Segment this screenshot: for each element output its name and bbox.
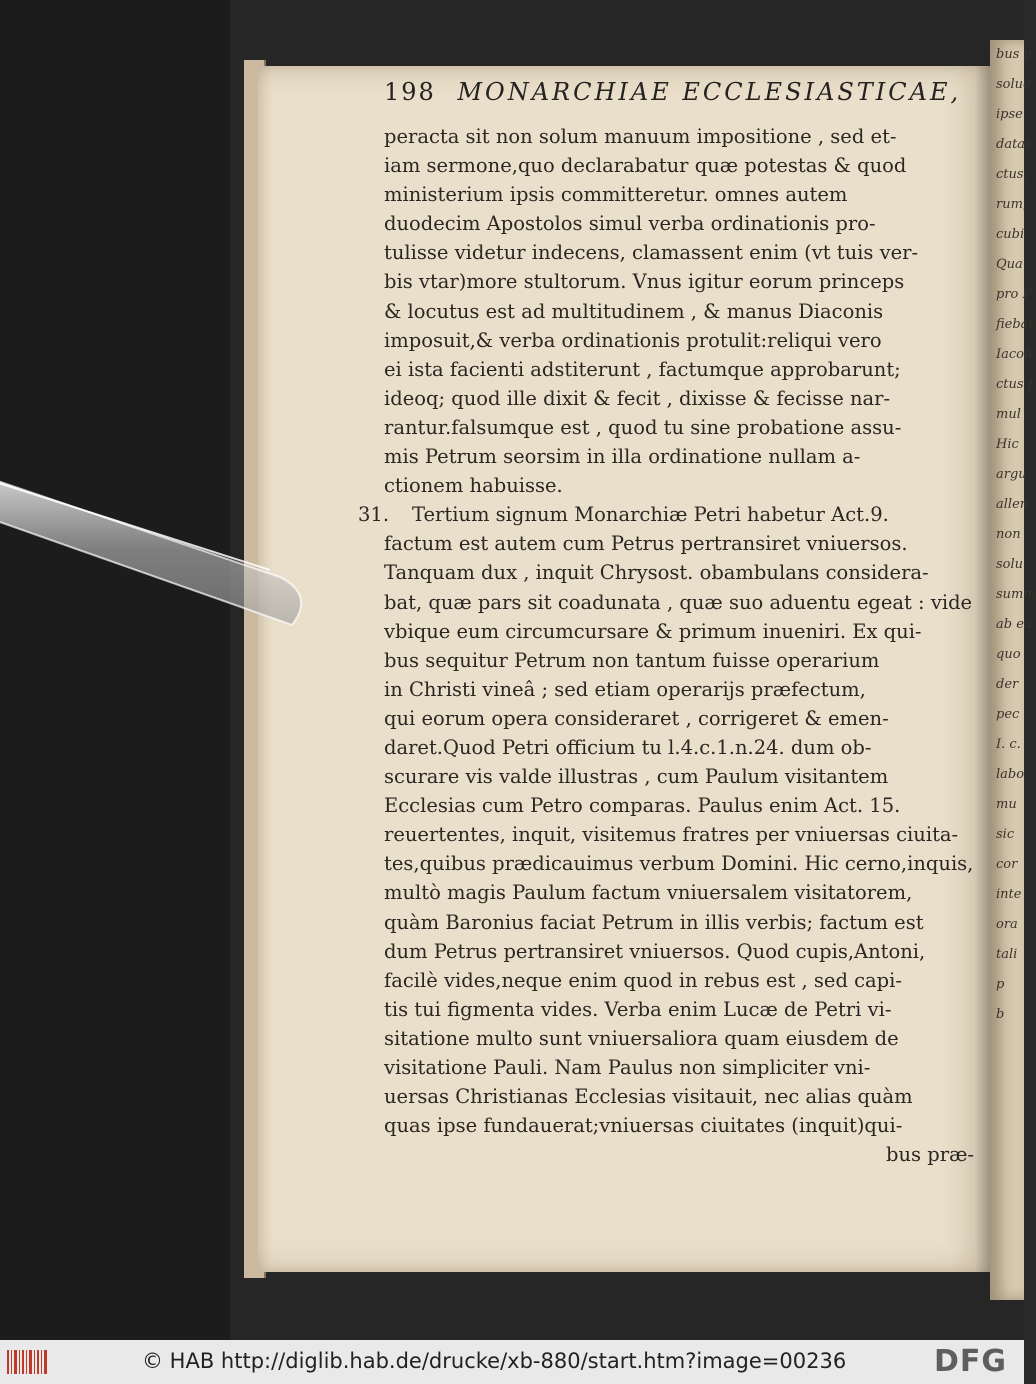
facing-page-fragment: solue [996, 77, 1031, 92]
text-line: ministerium ipsis committeretur. omnes autem [384, 183, 848, 207]
text-line: bis vtar)more stultorum. Vnus igitur eorum princeps [384, 270, 905, 294]
facing-page-fragment: Hic [996, 437, 1019, 452]
dfg-logo: DFG [934, 1344, 1008, 1379]
facing-page-fragment: pec [996, 707, 1020, 722]
facing-page-fragment: ctus f [996, 377, 1033, 392]
text-line: dum Petrus pertransiret vniuersos. Quod cupis,Antoni, [384, 939, 926, 963]
page-text [358, 122, 994, 1169]
facing-page-fragment: ipse [996, 107, 1023, 122]
running-title: MONARCHIAE ECCLESIASTICAE, [457, 78, 962, 106]
facing-page-fragment: cor [996, 857, 1018, 872]
facing-page-fragment: mu [996, 797, 1017, 812]
text-line: mis Petrum seorsim in illa ordinatione nullam a- [384, 445, 861, 469]
text-line: daret.Quod Petri officium tu l.4.c.1.n.24. dum ob- [384, 735, 872, 759]
facing-page-fragment: sic [996, 827, 1015, 842]
section-31-first-line [358, 500, 994, 529]
text-line: tes,quibus prædicauimus verbum Domini. Hic cerno,inquis, [384, 852, 974, 876]
text-line: ei ista facienti adstiterunt , factumque approbarunt; [384, 357, 901, 381]
text-line: Tertium signum Monarchiæ Petri habetur Act.9. [412, 503, 889, 527]
facing-page-fragment: quo [996, 647, 1021, 662]
text-line: quas ipse fundauerat;vniuersas ciuitates (inquit)qui- [384, 1114, 903, 1138]
text-line: factum est autem cum Petrus pertransiret vniuersos. [384, 532, 908, 556]
facing-page-fragment: cubi [996, 227, 1025, 242]
text-line: tis tui figmenta vides. Verba enim Lucæ de Petri vi- [384, 997, 892, 1021]
facing-page-fragment: der [996, 677, 1019, 692]
facing-page-fragment: p [996, 977, 1005, 992]
page-number: 198 [384, 78, 436, 106]
facing-page-fragment: argu [996, 467, 1027, 482]
text-line: in Christi vineâ ; sed etiam operarijs præfectum, [384, 677, 866, 701]
facing-page-fragment: Iacob [996, 347, 1033, 362]
text-line: Tanquam dux , inquit Chrysost. obambulans considera- [384, 561, 929, 585]
text-line: reuertentes, inquit, visitemus fratres per vniuersas ciuita- [384, 823, 959, 847]
footer-bar [0, 1340, 1024, 1384]
facing-page-fragment: inte [996, 887, 1022, 902]
text-line: ctionem habuisse. [384, 474, 563, 498]
facing-page-edge [990, 40, 1036, 1300]
text-line: uersas Christianas Ecclesias visitauit, nec alias quàm [384, 1085, 913, 1109]
copyright-link[interactable]: © HAB http://diglib.hab.de/drucke/xb-880/start.htm?image=00236 [142, 1349, 847, 1373]
catchword: bus præ- [886, 1143, 974, 1167]
text-line: imposuit,& verba ordinationis protulit:reliqui vero [384, 328, 882, 352]
facing-page-fragment: allen [996, 497, 1029, 512]
facing-page-fragment: non [996, 527, 1021, 542]
facing-page-fragment: bus p [996, 47, 1032, 62]
section-number: 31. [358, 503, 390, 527]
facing-page-fragment: b [996, 1007, 1005, 1022]
facing-page-fragment: datas [996, 137, 1032, 152]
text-line: peracta sit non solum manuum impositione , sed et- [384, 125, 897, 148]
text-line: & locutus est ad multitudinem , & manus Diaconis [384, 299, 884, 323]
text-line: vbique eum circumcursare & primum inueniri. Ex qui- [384, 619, 922, 643]
text-line: bus sequitur Petrum non tantum fuisse operarium [384, 648, 880, 672]
text-line: multò magis Paulum factum vniuersalem visitatorem, [384, 881, 913, 905]
facing-page-fragment: solu [996, 557, 1024, 572]
facing-page-fragment: rum, [996, 197, 1028, 212]
facing-page-fragment: mul [996, 407, 1021, 422]
barcode-icon [6, 1348, 50, 1376]
text-line: rantur.falsumque est , quod tu sine probatione assu- [384, 415, 902, 439]
facing-page-fragment: pro P [996, 287, 1032, 302]
text-line: ideoq; quod ille dixit & fecit , dixisse & fecisse nar- [384, 386, 891, 410]
text-line: tulisse videtur indecens, clamassent enim (vt tuis ver- [384, 241, 919, 265]
text-line: quàm Baronius faciat Petrum in illis verbis; factum est [384, 910, 924, 934]
book-page [258, 66, 990, 1272]
text-line: visitatione Pauli. Nam Paulus non simpliciter vni- [384, 1056, 871, 1079]
text-line: duodecim Apostolos simul verba ordinationis pro- [384, 212, 876, 236]
text-line: iam sermone,quo declarabatur quæ potestas & quod [384, 154, 907, 178]
glass-book-clamp [0, 495, 320, 615]
text-line: facilè vides,neque enim quod in rebus est , sed capi- [384, 968, 902, 992]
facing-page-fragment: tali [996, 947, 1018, 962]
text-line: bat, quæ pars sit coadunata , quæ suo aduentu egeat : vide [384, 590, 973, 614]
facing-page-fragment: ctus, [996, 167, 1028, 182]
facing-page-fragment: ora [996, 917, 1018, 932]
dark-background [0, 0, 230, 1340]
facing-page-fragment: summ [996, 587, 1036, 602]
facing-page-fragment: labo [996, 767, 1025, 782]
facing-page-fragment: Qua [996, 257, 1023, 272]
text-line: sitatione multo sunt vniuersaliora quam eiusdem de [384, 1026, 899, 1050]
facing-page-fragment: I. c. [996, 737, 1021, 752]
text-line: Ecclesias cum Petro comparas. Paulus enim Act. 15. [384, 794, 901, 818]
page-header [384, 78, 974, 114]
facing-page-fragment: fiebat [996, 317, 1034, 332]
facing-page-text [990, 40, 1036, 1030]
facing-page-fragment: ab ea [996, 617, 1032, 632]
text-line: scurare vis valde illustras , cum Paulum visitantem [384, 765, 889, 789]
text-line: qui eorum opera consideraret , corrigeret & emen- [384, 706, 889, 730]
